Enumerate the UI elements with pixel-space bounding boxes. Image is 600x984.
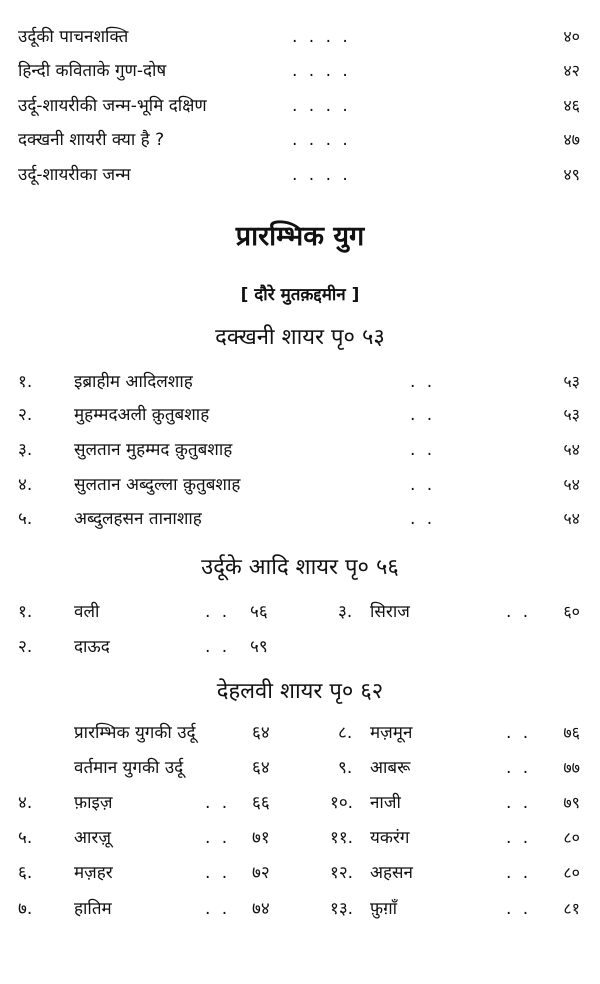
item-name: इब्राहीम आदिलशाह	[74, 372, 193, 392]
toc-entry-page: ४७	[563, 130, 580, 149]
item-page: ७९	[563, 793, 580, 812]
item-name: हातिम	[74, 899, 112, 919]
item-number: १.	[18, 372, 33, 392]
item-dots: . .	[205, 602, 231, 622]
item-name: वर्तमान युगकी उर्दू	[74, 758, 184, 778]
item-dots: . .	[506, 828, 532, 848]
item-dots: . .	[506, 863, 532, 883]
item-number: १०.	[330, 793, 354, 813]
toc-entry-dots: . . . .	[292, 96, 351, 116]
item-number: २.	[18, 637, 33, 657]
item-page: ५६	[250, 602, 268, 622]
item-name: सिराज	[370, 602, 410, 622]
item-page: ८०	[563, 828, 580, 847]
subsection-heading-dehlavi: देहलवी शायर पृ० ६२	[216, 679, 384, 704]
item-name: यकरंग	[370, 828, 410, 848]
item-dots: . .	[410, 405, 436, 425]
item-dots: . .	[506, 602, 532, 622]
item-dots: . .	[506, 723, 532, 743]
item-name: फ़ाइज़	[74, 793, 113, 813]
item-page: ५४	[563, 509, 580, 528]
item-name: मुहम्मदअली क़ुतुबशाह	[74, 405, 210, 425]
item-number: ७.	[18, 899, 33, 919]
item-page: ७१	[252, 828, 270, 848]
subsection-heading-urdu-adi: उर्दूके आदि शायर पृ० ५६	[201, 555, 399, 580]
item-number: ४.	[18, 793, 33, 813]
item-number: ३.	[18, 440, 33, 460]
item-name: दाऊद	[74, 637, 110, 657]
item-dots: . .	[410, 372, 436, 392]
item-name: आबरू	[370, 758, 411, 778]
item-dots: . .	[410, 475, 436, 495]
item-page: ७२	[252, 863, 270, 883]
item-number: ९.	[338, 758, 353, 778]
toc-entry-dots: . . . .	[292, 27, 351, 47]
item-page: ७६	[563, 723, 580, 742]
item-dots: . .	[410, 509, 436, 529]
item-dots: . .	[205, 793, 231, 813]
toc-entry-page: ४९	[563, 165, 580, 184]
item-page: ६६	[252, 793, 270, 813]
item-number: ८.	[338, 723, 353, 743]
toc-entry-title: उर्दू-शायरीका जन्म	[18, 165, 131, 185]
item-name: मज़हर	[74, 863, 113, 883]
subsection-heading-dakkhani: दक्खनी शायर पृ० ५३	[215, 325, 385, 350]
item-number: ५.	[18, 509, 33, 529]
toc-entry-title: उर्दू-शायरीकी जन्म-भूमि दक्षिण	[18, 96, 207, 116]
item-name: प्रारम्भिक युगकी उर्दू	[74, 723, 196, 743]
item-page: ६४	[252, 758, 270, 778]
item-name: फ़ुग़ाँ	[370, 899, 398, 919]
item-number: १३.	[330, 899, 354, 919]
item-dots: . .	[205, 828, 231, 848]
item-name: अब्दुलहसन तानाशाह	[74, 509, 202, 529]
item-page: ६०	[563, 602, 580, 621]
toc-entry-page: ४०	[563, 27, 580, 46]
item-number: ४.	[18, 475, 33, 495]
toc-entry-page: ४२	[563, 61, 580, 80]
item-page: ६४	[252, 723, 270, 743]
item-page: ८०	[563, 863, 580, 882]
item-dots: . .	[205, 863, 231, 883]
item-page: ७७	[563, 758, 580, 777]
toc-entry-title: दक्खनी शायरी क्या है ?	[18, 130, 165, 150]
item-name: सुलतान मुहम्मद क़ुतुबशाह	[74, 440, 233, 460]
section-subtitle: [ दौरे मुतक़द्दमीन ]	[240, 285, 360, 305]
item-page: ७४	[252, 899, 270, 919]
toc-entry-title: उर्दूकी पाचनशक्ति	[18, 27, 129, 47]
item-name: वली	[74, 602, 100, 622]
item-number: ३.	[338, 602, 353, 622]
item-name: सुलतान अब्दुल्ला क़ुतुबशाह	[74, 475, 241, 495]
toc-entry-dots: . . . .	[292, 130, 351, 150]
item-name: अहसन	[370, 863, 413, 883]
item-dots: . .	[506, 793, 532, 813]
item-dots: . .	[506, 758, 532, 778]
item-number: ११.	[330, 828, 354, 848]
item-number: १.	[18, 602, 33, 622]
item-dots: . .	[410, 440, 436, 460]
item-number: ६.	[18, 863, 33, 883]
toc-entry-dots: . . . .	[292, 165, 351, 185]
item-number: १२.	[330, 863, 354, 883]
item-dots: . .	[205, 899, 231, 919]
item-page: ५३	[563, 372, 580, 391]
item-name: मज़मून	[370, 723, 413, 743]
item-page: ५४	[563, 440, 580, 459]
item-name: आरज़ू	[74, 828, 111, 848]
section-title: प्रारम्भिक युग	[235, 221, 365, 252]
toc-entry-dots: . . . .	[292, 61, 351, 81]
item-number: २.	[18, 405, 33, 425]
item-number: ५.	[18, 828, 33, 848]
item-name: नाजी	[370, 793, 401, 813]
toc-entry-page: ४६	[563, 96, 580, 115]
toc-entry-title: हिन्दी कविताके गुण-दोष	[18, 61, 167, 81]
item-page: ५४	[563, 475, 580, 494]
item-page: ५३	[563, 405, 580, 424]
item-dots: . .	[205, 637, 231, 657]
item-page: ८१	[563, 899, 580, 918]
item-page: ५९	[250, 637, 268, 657]
item-dots: . .	[506, 899, 532, 919]
